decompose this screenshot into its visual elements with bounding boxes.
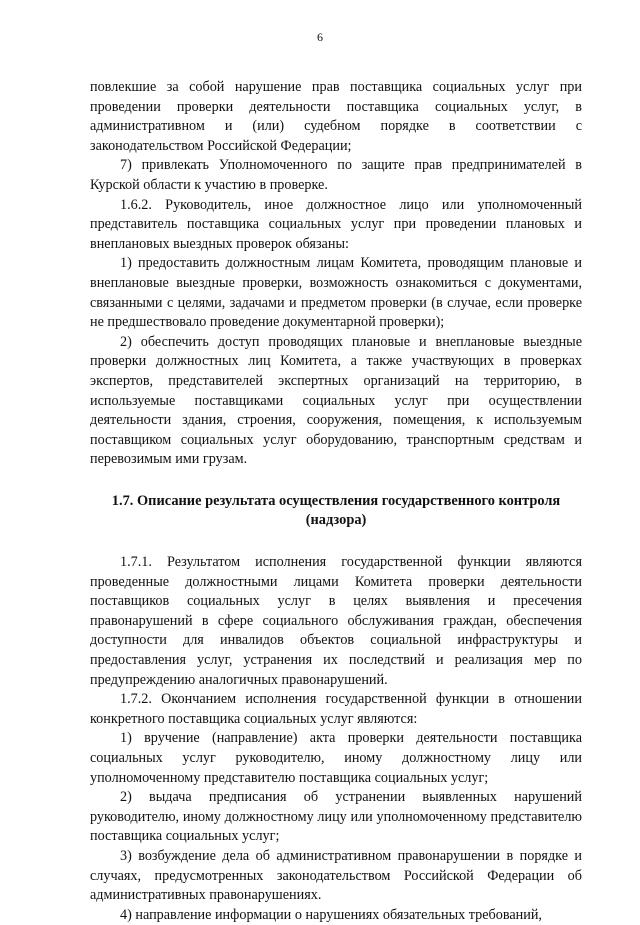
paragraph: 1.7.1. Результатом исполнения государственной функции являются проведенные должностными лицами Комитета проверки деятельности поставщиков социальных услуг в целях выявления и пресечения правонарушений в сфере социального обслуживания граждан, обеспечения доступности для инвалидов объектов социальной инфраструктуры и предоставления услуг, устранения их последствий и реализация мер по предупреждению аналогичных правонарушений. [90, 554, 582, 688]
paragraph: 2) обеспечить доступ проводящих плановые и внеплановые выездные проверки должностных лиц Комитета, а также участвующих в проверках экспертов, представителей экспертных организаций на территорию, в используемые поставщиками социальных услуг при осуществлении деятельности здания, строения, сооружения, помещения, к используемым поставщиком социальных услуг оборудованию, транспортным средствам и перевозимым ими грузам. [90, 333, 582, 468]
paragraphs-after-heading [90, 553, 582, 925]
page-number: 6 [317, 30, 323, 44]
document-body [90, 78, 582, 925]
paragraph: повлекшие за собой нарушение прав поставщика социальных услуг при проведении проверки деятельности поставщика социальных услуг, в административном и (или) судебном порядке в соответствии с законодательством Российской Федерации; [90, 79, 582, 154]
section-heading-line: (надзора) [305, 512, 367, 529]
paragraph: 3) возбуждение дела об административном правонарушении в порядке и случаях, предусмотренных законодательством Российской Федерации об административных правонарушениях. [90, 847, 582, 904]
paragraph: 2) выдача предписания об устранении выявленных нарушений руководителю, иному должностному лицу или уполномоченному представителю поставщика социальных услуг; [90, 789, 582, 845]
paragraph: 1.6.2. Руководитель, иное должностное лицо или уполномоченный представитель поставщика социальных услуг при проведении плановых и внеплановых выездных проверок обязаны: [90, 196, 582, 252]
paragraph: 7) привлекать Уполномоченного по защите прав предпринимателей в Курской области к участию в проверке. [90, 157, 582, 193]
section-heading [90, 492, 582, 531]
section-heading-line: 1.7. Описание результата осуществления государственного контроля [111, 492, 561, 509]
paragraph: 1.7.2. Окончанием исполнения государственной функции в отношении конкретного поставщика социальных услуг являются: [90, 691, 582, 727]
paragraph: 1) предоставить должностным лицам Комитета, проводящим плановые и внеплановые выездные проверки, возможность ознакомиться с документами, связанными с целями, задачами и предметом проверки (в случае, если проверке не предшествовало проведение документарной проверки); [90, 255, 582, 331]
paragraph: 4) направление информации о нарушениях обязательных требований, [120, 906, 542, 923]
paragraphs-before-heading [90, 78, 582, 470]
paragraph: 1) вручение (направление) акта проверки деятельности поставщика социальных услуг руководителю, иному должностному лицу или уполномоченному представителю поставщика социальных услуг; [90, 730, 582, 786]
